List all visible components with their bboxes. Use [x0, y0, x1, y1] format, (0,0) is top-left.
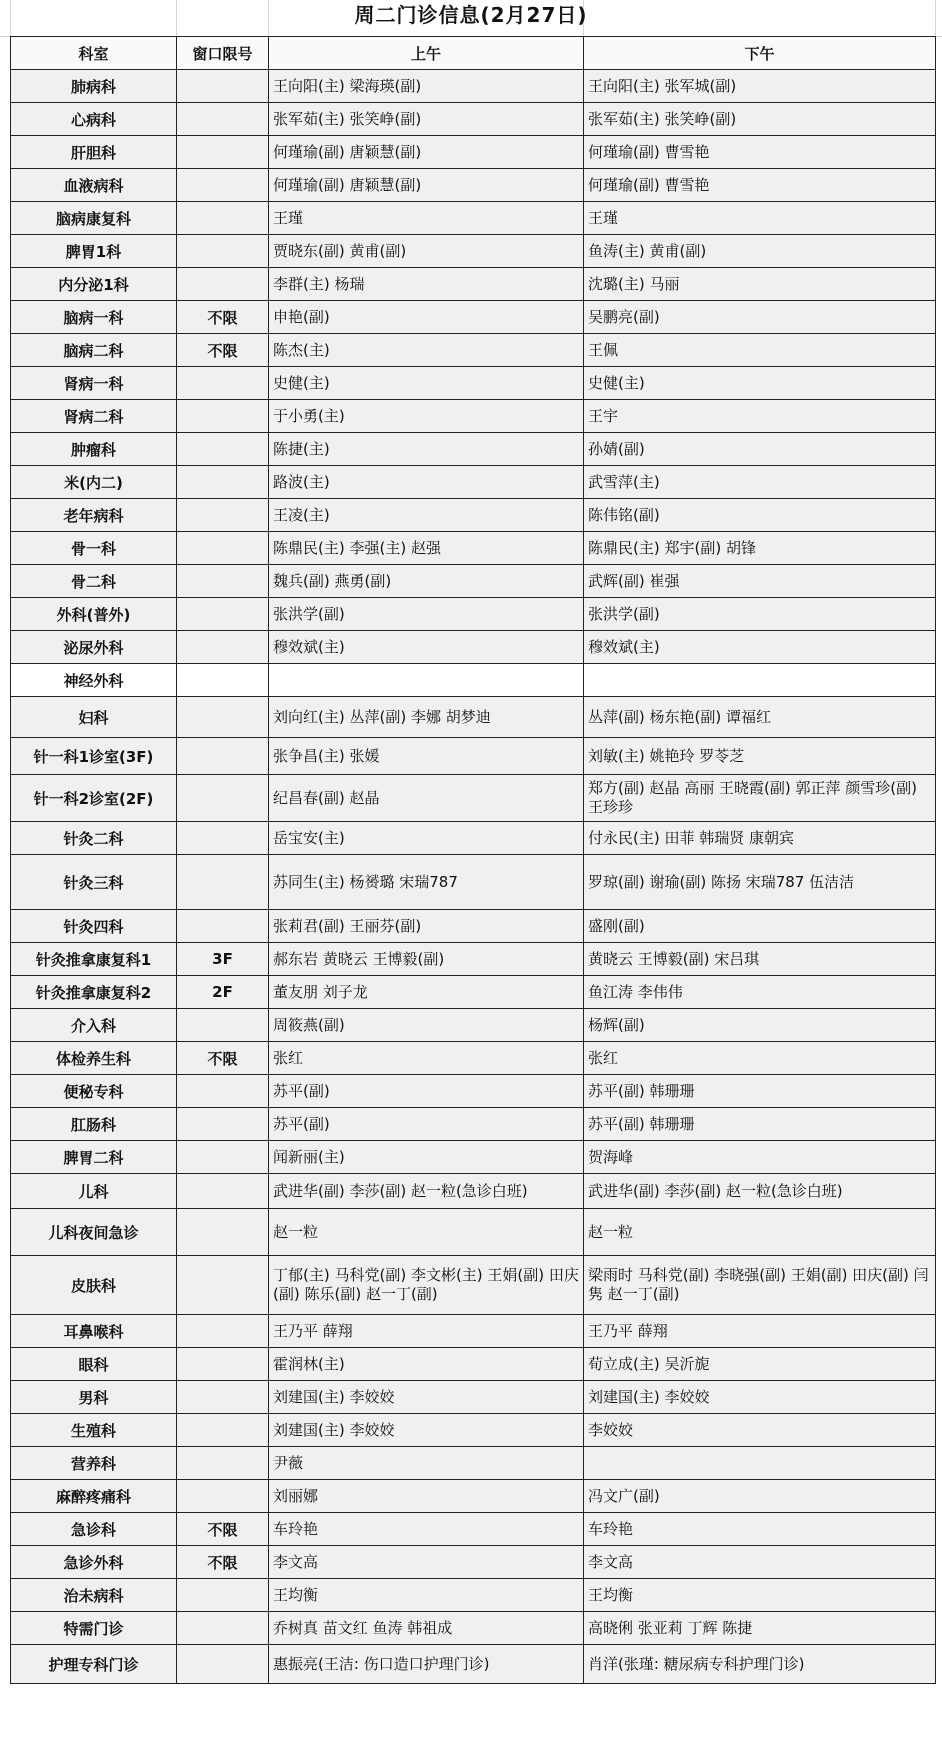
afternoon-doctors-cell: 荀立成(主) 吴沂旎	[584, 1348, 936, 1381]
table-row	[11, 1209, 936, 1256]
window-limit-cell: 不限	[177, 1546, 269, 1579]
window-limit-cell	[177, 1645, 269, 1684]
department-cell: 脑病康复科	[11, 202, 177, 235]
department-cell: 营养科	[11, 1447, 177, 1480]
department-cell: 骨二科	[11, 565, 177, 598]
afternoon-doctors-cell: 张红	[584, 1042, 936, 1075]
window-limit-cell: 不限	[177, 1513, 269, 1546]
table-row	[11, 1141, 936, 1174]
window-limit-cell: 不限	[177, 334, 269, 367]
afternoon-doctors-cell: 何瑾瑜(副) 曹雪艳	[584, 169, 936, 202]
table-row	[11, 136, 936, 169]
department-cell: 肝胆科	[11, 136, 177, 169]
header-row	[11, 37, 936, 70]
afternoon-doctors-cell: 李文高	[584, 1546, 936, 1579]
morning-doctors-cell: 何瑾瑜(副) 唐颖慧(副)	[269, 169, 584, 202]
window-limit-cell	[177, 1612, 269, 1645]
afternoon-doctors-cell: 苏平(副) 韩珊珊	[584, 1108, 936, 1141]
department-cell: 针灸四科	[11, 910, 177, 943]
morning-doctors-cell: 刘丽娜	[269, 1480, 584, 1513]
department-cell: 骨一科	[11, 532, 177, 565]
department-cell: 泌尿外科	[11, 631, 177, 664]
window-limit-cell	[177, 136, 269, 169]
morning-doctors-cell: 王向阳(主) 梁海瑛(副)	[269, 70, 584, 103]
table-row	[11, 775, 936, 822]
morning-doctors-cell: 王乃平 薛翔	[269, 1315, 584, 1348]
department-cell: 血液病科	[11, 169, 177, 202]
window-limit-cell	[177, 1447, 269, 1480]
afternoon-doctors-cell: 武进华(副) 李莎(副) 赵一粒(急诊白班)	[584, 1174, 936, 1209]
table-row	[11, 433, 936, 466]
department-cell: 脑病一科	[11, 301, 177, 334]
table-row	[11, 466, 936, 499]
department-cell: 针灸推拿康复科2	[11, 976, 177, 1009]
afternoon-doctors-cell: 梁雨时 马科党(副) 李晓强(副) 王娟(副) 田庆(副) 闫隽 赵一丁(副)	[584, 1256, 936, 1315]
window-limit-cell	[177, 598, 269, 631]
table-row	[11, 631, 936, 664]
department-cell: 神经外科	[11, 664, 177, 697]
morning-doctors-cell: 王凌(主)	[269, 499, 584, 532]
window-limit-cell	[177, 235, 269, 268]
table-row	[11, 1381, 936, 1414]
window-limit-cell	[177, 631, 269, 664]
table-row	[11, 532, 936, 565]
afternoon-doctors-cell	[584, 664, 936, 697]
table-row	[11, 169, 936, 202]
morning-doctors-cell: 于小勇(主)	[269, 400, 584, 433]
department-cell: 护理专科门诊	[11, 1645, 177, 1684]
department-cell: 针一科2诊室(2F)	[11, 775, 177, 822]
window-limit-cell	[177, 1381, 269, 1414]
table-row	[11, 1645, 936, 1684]
afternoon-doctors-cell	[584, 1447, 936, 1480]
morning-doctors-cell: 苏同生(主) 杨赟璐 宋瑞787	[269, 855, 584, 910]
morning-doctors-cell: 车玲艳	[269, 1513, 584, 1546]
department-cell: 男科	[11, 1381, 177, 1414]
window-limit-cell	[177, 565, 269, 598]
afternoon-doctors-cell: 盛刚(副)	[584, 910, 936, 943]
window-limit-cell	[177, 532, 269, 565]
header-morning: 上午	[269, 37, 584, 70]
afternoon-doctors-cell: 王佩	[584, 334, 936, 367]
window-limit-cell	[177, 1174, 269, 1209]
afternoon-doctors-cell: 鱼江涛 李伟伟	[584, 976, 936, 1009]
window-limit-cell: 3F	[177, 943, 269, 976]
table-row	[11, 1579, 936, 1612]
window-limit-cell	[177, 910, 269, 943]
afternoon-doctors-cell: 杨辉(副)	[584, 1009, 936, 1042]
morning-doctors-cell: 纪昌春(副) 赵晶	[269, 775, 584, 822]
afternoon-doctors-cell: 沈璐(主) 马丽	[584, 268, 936, 301]
window-limit-cell	[177, 855, 269, 910]
morning-doctors-cell: 张争昌(主) 张媛	[269, 738, 584, 775]
table-row	[11, 910, 936, 943]
afternoon-doctors-cell: 贺海峰	[584, 1141, 936, 1174]
department-cell: 治未病科	[11, 1579, 177, 1612]
department-cell: 麻醉疼痛科	[11, 1480, 177, 1513]
window-limit-cell	[177, 499, 269, 532]
afternoon-doctors-cell: 赵一粒	[584, 1209, 936, 1256]
department-cell: 米(内二)	[11, 466, 177, 499]
table-row	[11, 103, 936, 136]
afternoon-doctors-cell: 刘敏(主) 姚艳玲 罗苓芝	[584, 738, 936, 775]
morning-doctors-cell: 陈杰(主)	[269, 334, 584, 367]
afternoon-doctors-cell: 陈伟铭(副)	[584, 499, 936, 532]
department-cell: 妇科	[11, 697, 177, 738]
morning-doctors-cell	[269, 664, 584, 697]
department-cell: 针一科1诊室(3F)	[11, 738, 177, 775]
department-cell: 眼科	[11, 1348, 177, 1381]
afternoon-doctors-cell: 陈鼎民(主) 郑宇(副) 胡锋	[584, 532, 936, 565]
morning-doctors-cell: 董友朋 刘子龙	[269, 976, 584, 1009]
morning-doctors-cell: 刘建国(主) 李姣姣	[269, 1414, 584, 1447]
table-row	[11, 1414, 936, 1447]
table-row	[11, 565, 936, 598]
window-limit-cell	[177, 1414, 269, 1447]
table-row	[11, 1009, 936, 1042]
department-cell: 儿科	[11, 1174, 177, 1209]
afternoon-doctors-cell: 刘建国(主) 李姣姣	[584, 1381, 936, 1414]
afternoon-doctors-cell: 武辉(副) 崔强	[584, 565, 936, 598]
morning-doctors-cell: 申艳(副)	[269, 301, 584, 334]
department-cell: 针灸二科	[11, 822, 177, 855]
window-limit-cell	[177, 466, 269, 499]
window-limit-cell: 不限	[177, 301, 269, 334]
window-limit-cell	[177, 268, 269, 301]
window-limit-cell	[177, 103, 269, 136]
page-title: 周二门诊信息(2月27日)	[354, 3, 588, 27]
table-row	[11, 235, 936, 268]
morning-doctors-cell: 刘建国(主) 李姣姣	[269, 1381, 584, 1414]
morning-doctors-cell: 郝东岩 黄晓云 王博毅(副)	[269, 943, 584, 976]
morning-doctors-cell: 闻新丽(主)	[269, 1141, 584, 1174]
table-row	[11, 1513, 936, 1546]
morning-doctors-cell: 路波(主)	[269, 466, 584, 499]
department-cell: 耳鼻喉科	[11, 1315, 177, 1348]
afternoon-doctors-cell: 武雪萍(主)	[584, 466, 936, 499]
department-cell: 老年病科	[11, 499, 177, 532]
window-limit-cell	[177, 1480, 269, 1513]
header-window-limit: 窗口限号	[177, 37, 269, 70]
table-row	[11, 334, 936, 367]
table-row	[11, 70, 936, 103]
table-row	[11, 1315, 936, 1348]
window-limit-cell	[177, 169, 269, 202]
department-cell: 肾病一科	[11, 367, 177, 400]
table-row	[11, 1612, 936, 1645]
window-limit-cell	[177, 775, 269, 822]
afternoon-doctors-cell: 王乃平 薛翔	[584, 1315, 936, 1348]
table-row	[11, 301, 936, 334]
window-limit-cell: 2F	[177, 976, 269, 1009]
afternoon-doctors-cell: 孙婧(副)	[584, 433, 936, 466]
afternoon-doctors-cell: 付永民(主) 田菲 韩瑞贤 康朝宾	[584, 822, 936, 855]
afternoon-doctors-cell: 黄晓云 王博毅(副) 宋吕琪	[584, 943, 936, 976]
morning-doctors-cell: 陈鼎民(主) 李强(主) 赵强	[269, 532, 584, 565]
window-limit-cell	[177, 433, 269, 466]
afternoon-doctors-cell: 肖洋(张瑾: 糖尿病专科护理门诊)	[584, 1645, 936, 1684]
morning-doctors-cell: 史健(主)	[269, 367, 584, 400]
morning-doctors-cell: 何瑾瑜(副) 唐颖慧(副)	[269, 136, 584, 169]
table-row	[11, 664, 936, 697]
morning-doctors-cell: 李群(主) 杨瑞	[269, 268, 584, 301]
table-row	[11, 1042, 936, 1075]
schedule-rows	[11, 70, 936, 1684]
morning-doctors-cell: 惠振亮(王洁: 伤口造口护理门诊)	[269, 1645, 584, 1684]
department-cell: 急诊科	[11, 1513, 177, 1546]
morning-doctors-cell: 尹薇	[269, 1447, 584, 1480]
department-cell: 针灸推拿康复科1	[11, 943, 177, 976]
department-cell: 肛肠科	[11, 1108, 177, 1141]
morning-doctors-cell: 苏平(副)	[269, 1075, 584, 1108]
window-limit-cell	[177, 664, 269, 697]
window-limit-cell	[177, 1256, 269, 1315]
table-row	[11, 1174, 936, 1209]
table-row	[11, 1348, 936, 1381]
morning-doctors-cell: 赵一粒	[269, 1209, 584, 1256]
afternoon-doctors-cell: 张军茹(主) 张笑峥(副)	[584, 103, 936, 136]
department-cell: 皮肤科	[11, 1256, 177, 1315]
afternoon-doctors-cell: 王均衡	[584, 1579, 936, 1612]
morning-doctors-cell: 贾晓东(副) 黄甫(副)	[269, 235, 584, 268]
window-limit-cell	[177, 1009, 269, 1042]
window-limit-cell	[177, 1348, 269, 1381]
department-cell: 脑病二科	[11, 334, 177, 367]
morning-doctors-cell: 刘向红(主) 丛萍(副) 李娜 胡梦迪	[269, 697, 584, 738]
afternoon-doctors-cell: 王宇	[584, 400, 936, 433]
table-row	[11, 1480, 936, 1513]
afternoon-doctors-cell: 丛萍(副) 杨东艳(副) 谭福红	[584, 697, 936, 738]
morning-doctors-cell: 丁郁(主) 马科党(副) 李文彬(主) 王娟(副) 田庆(副) 陈乐(副) 赵一丁(副)	[269, 1256, 584, 1315]
morning-doctors-cell: 乔树真 苗文红 鱼涛 韩祖成	[269, 1612, 584, 1645]
department-cell: 内分泌1科	[11, 268, 177, 301]
afternoon-doctors-cell: 王向阳(主) 张军城(副)	[584, 70, 936, 103]
header-department: 科室	[11, 37, 177, 70]
morning-doctors-cell: 张军茹(主) 张笑峥(副)	[269, 103, 584, 136]
window-limit-cell	[177, 822, 269, 855]
table-row	[11, 1075, 936, 1108]
window-limit-cell	[177, 400, 269, 433]
table-row	[11, 943, 936, 976]
afternoon-doctors-cell: 吴鹏亮(副)	[584, 301, 936, 334]
afternoon-doctors-cell: 罗琼(副) 谢瑜(副) 陈扬 宋瑞787 伍洁洁	[584, 855, 936, 910]
afternoon-doctors-cell: 何瑾瑜(副) 曹雪艳	[584, 136, 936, 169]
afternoon-doctors-cell: 史健(主)	[584, 367, 936, 400]
afternoon-doctors-cell: 穆效斌(主)	[584, 631, 936, 664]
morning-doctors-cell: 魏兵(副) 燕勇(副)	[269, 565, 584, 598]
table-row	[11, 697, 936, 738]
table-row	[11, 1546, 936, 1579]
table-row	[11, 598, 936, 631]
morning-doctors-cell: 李文高	[269, 1546, 584, 1579]
department-cell: 肿瘤科	[11, 433, 177, 466]
morning-doctors-cell: 岳宝安(主)	[269, 822, 584, 855]
window-limit-cell	[177, 1075, 269, 1108]
afternoon-doctors-cell: 车玲艳	[584, 1513, 936, 1546]
department-cell: 介入科	[11, 1009, 177, 1042]
table-row	[11, 400, 936, 433]
table-row	[11, 268, 936, 301]
morning-doctors-cell: 王瑾	[269, 202, 584, 235]
afternoon-doctors-cell: 冯文广(副)	[584, 1480, 936, 1513]
afternoon-doctors-cell: 王瑾	[584, 202, 936, 235]
table-row	[11, 976, 936, 1009]
table-row	[11, 202, 936, 235]
window-limit-cell	[177, 697, 269, 738]
window-limit-cell	[177, 1579, 269, 1612]
department-cell: 脾胃二科	[11, 1141, 177, 1174]
department-cell: 肺病科	[11, 70, 177, 103]
window-limit-cell	[177, 1141, 269, 1174]
table-row	[11, 822, 936, 855]
department-cell: 外科(普外)	[11, 598, 177, 631]
afternoon-doctors-cell: 苏平(副) 韩珊珊	[584, 1075, 936, 1108]
window-limit-cell	[177, 367, 269, 400]
window-limit-cell	[177, 202, 269, 235]
department-cell: 急诊外科	[11, 1546, 177, 1579]
department-cell: 特需门诊	[11, 1612, 177, 1645]
morning-doctors-cell: 武进华(副) 李莎(副) 赵一粒(急诊白班)	[269, 1174, 584, 1209]
table-row	[11, 367, 936, 400]
department-cell: 脾胃1科	[11, 235, 177, 268]
morning-doctors-cell: 王均衡	[269, 1579, 584, 1612]
window-limit-cell	[177, 738, 269, 775]
table-row	[11, 738, 936, 775]
schedule-table	[10, 36, 936, 1684]
department-cell: 便秘专科	[11, 1075, 177, 1108]
department-cell: 体检养生科	[11, 1042, 177, 1075]
window-limit-cell	[177, 1315, 269, 1348]
window-limit-cell	[177, 70, 269, 103]
header-afternoon: 下午	[584, 37, 936, 70]
morning-doctors-cell: 周筱燕(副)	[269, 1009, 584, 1042]
morning-doctors-cell: 霍润林(主)	[269, 1348, 584, 1381]
department-cell: 心病科	[11, 103, 177, 136]
table-row	[11, 855, 936, 910]
morning-doctors-cell: 张莉君(副) 王丽芬(副)	[269, 910, 584, 943]
department-cell: 针灸三科	[11, 855, 177, 910]
table-row	[11, 1256, 936, 1315]
afternoon-doctors-cell: 李姣姣	[584, 1414, 936, 1447]
window-limit-cell	[177, 1108, 269, 1141]
window-limit-cell: 不限	[177, 1042, 269, 1075]
afternoon-doctors-cell: 郑方(副) 赵晶 高丽 王晓霞(副) 郭正萍 颜雪珍(副) 王珍珍	[584, 775, 936, 822]
morning-doctors-cell: 陈捷(主)	[269, 433, 584, 466]
afternoon-doctors-cell: 张洪学(副)	[584, 598, 936, 631]
morning-doctors-cell: 张洪学(副)	[269, 598, 584, 631]
afternoon-doctors-cell: 高晓俐 张亚莉 丁辉 陈捷	[584, 1612, 936, 1645]
afternoon-doctors-cell: 鱼涛(主) 黄甫(副)	[584, 235, 936, 268]
table-row	[11, 1108, 936, 1141]
department-cell: 肾病二科	[11, 400, 177, 433]
department-cell: 儿科夜间急诊	[11, 1209, 177, 1256]
morning-doctors-cell: 穆效斌(主)	[269, 631, 584, 664]
morning-doctors-cell: 苏平(副)	[269, 1108, 584, 1141]
table-row	[11, 499, 936, 532]
morning-doctors-cell: 张红	[269, 1042, 584, 1075]
table-row	[11, 1447, 936, 1480]
window-limit-cell	[177, 1209, 269, 1256]
department-cell: 生殖科	[11, 1414, 177, 1447]
